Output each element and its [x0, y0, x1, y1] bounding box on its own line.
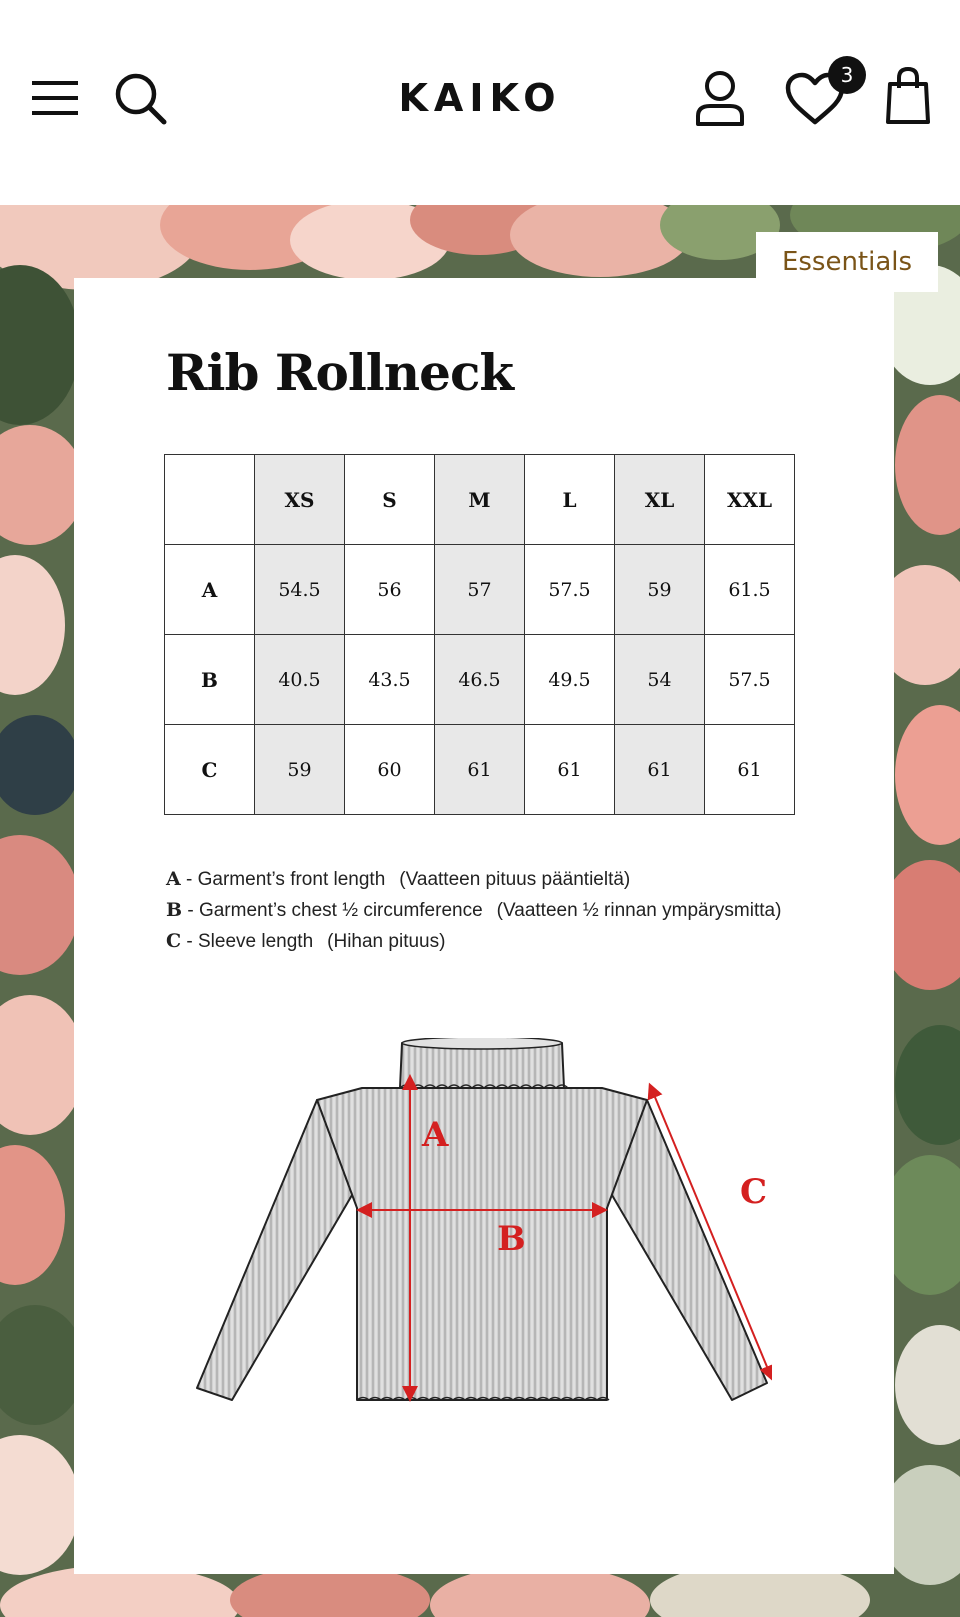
size-table [164, 454, 795, 815]
legend-translation: (Vaatteen ½ rinnan ympärysmitta) [496, 900, 782, 921]
legend-translation: (Hihan pituus) [327, 931, 446, 952]
account-icon[interactable] [694, 70, 746, 128]
table-cell: 60 [345, 725, 435, 815]
table-cell: 40.5 [255, 635, 345, 725]
size-header: L [525, 455, 615, 545]
legend-item [166, 926, 866, 957]
product-title: Rib Rollneck [166, 343, 514, 402]
table-row [165, 725, 795, 815]
search-icon[interactable] [114, 72, 168, 126]
legend-translation: (Vaatteen pituus pääntieltä) [399, 869, 631, 890]
table-cell: 61 [435, 725, 525, 815]
table-cell: 57.5 [705, 635, 795, 725]
table-cell: 56 [345, 545, 435, 635]
site-header [0, 0, 960, 205]
table-cell: 61.5 [705, 545, 795, 635]
legend-text: - Sleeve length [181, 931, 314, 952]
table-row [165, 545, 795, 635]
table-cell: 57.5 [525, 545, 615, 635]
row-label: C [165, 725, 255, 815]
row-label: B [165, 635, 255, 725]
legend-text: - Garment’s chest ½ circumference [182, 900, 483, 921]
size-header: XXL [705, 455, 795, 545]
measure-label-a: A [422, 1115, 449, 1155]
legend-key: A [166, 868, 181, 890]
size-header: XS [255, 455, 345, 545]
legend-text: - Garment’s front length [180, 869, 386, 890]
table-cell: 43.5 [345, 635, 435, 725]
size-header-row [165, 455, 795, 545]
row-label: A [165, 545, 255, 635]
size-header: XL [615, 455, 705, 545]
table-cell: 57 [435, 545, 525, 635]
size-guide-card [74, 278, 894, 1574]
rollneck-sweater-drawing [197, 1038, 767, 1400]
table-cell: 46.5 [435, 635, 525, 725]
site-logo[interactable]: KAIKO [398, 76, 562, 120]
table-cell: 61 [525, 725, 615, 815]
table-cell: 54.5 [255, 545, 345, 635]
measurement-legend [166, 864, 866, 957]
legend-item [166, 895, 866, 926]
menu-icon[interactable] [30, 78, 80, 118]
table-cell: 59 [255, 725, 345, 815]
size-header: M [435, 455, 525, 545]
table-cell: 61 [705, 725, 795, 815]
table-cell: 54 [615, 635, 705, 725]
table-corner-cell [165, 455, 255, 545]
table-row [165, 635, 795, 725]
measure-label-c: C [740, 1172, 768, 1212]
table-cell: 49.5 [525, 635, 615, 725]
table-cell: 61 [615, 725, 705, 815]
shopping-bag-icon[interactable] [884, 66, 932, 126]
garment-measurement-diagram [192, 1038, 772, 1438]
legend-item [166, 864, 866, 895]
measure-label-b: B [497, 1219, 526, 1259]
product-image[interactable] [0, 205, 960, 1617]
table-cell: 59 [615, 545, 705, 635]
size-header: S [345, 455, 435, 545]
collection-tag[interactable]: Essentials [756, 232, 938, 292]
legend-key: C [166, 930, 182, 952]
wishlist-count-badge: 3 [828, 56, 866, 94]
legend-key: B [166, 899, 183, 921]
